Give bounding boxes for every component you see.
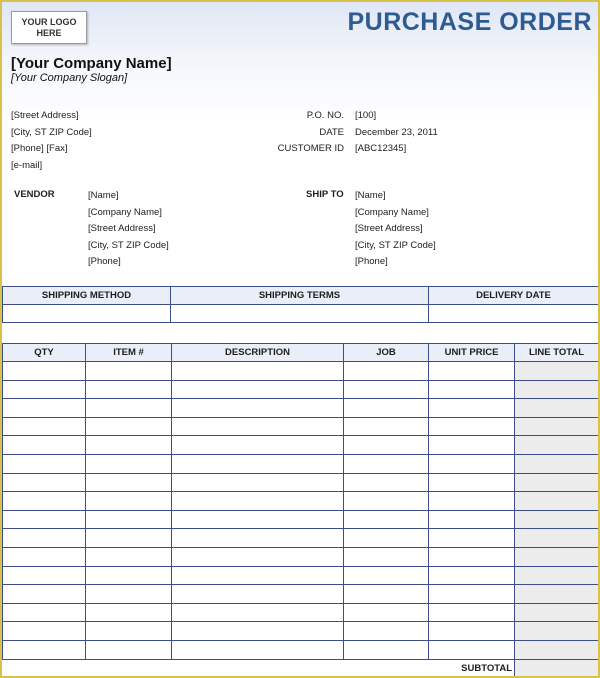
item-number-cell[interactable] (86, 529, 172, 548)
job-cell[interactable] (344, 603, 429, 622)
description-cell[interactable] (172, 603, 344, 622)
job-cell[interactable] (344, 585, 429, 604)
job-cell[interactable] (344, 547, 429, 566)
job-cell[interactable] (344, 640, 429, 659)
qty-header: QTY (3, 344, 86, 362)
item-number-cell[interactable] (86, 380, 172, 399)
qty-cell[interactable] (3, 640, 86, 659)
unit-price-cell[interactable] (429, 399, 515, 418)
job-cell[interactable] (344, 399, 429, 418)
item-number-cell[interactable] (86, 640, 172, 659)
shipping-header-row (3, 287, 599, 305)
po-number-label: P.O. NO. (306, 110, 344, 121)
company-street[interactable]: [Street Address] (11, 110, 79, 121)
line-total-cell[interactable] (515, 640, 599, 659)
table-row (3, 603, 599, 622)
table-row (3, 417, 599, 436)
vendor-street[interactable]: [Street Address] (88, 223, 156, 235)
qty-cell[interactable] (3, 417, 86, 436)
description-cell[interactable] (172, 399, 344, 418)
item-number-cell[interactable] (86, 603, 172, 622)
qty-cell[interactable] (3, 585, 86, 604)
table-row (3, 547, 599, 566)
shipping-method-cell[interactable] (3, 305, 171, 323)
description-cell[interactable] (172, 529, 344, 548)
line-total-cell[interactable] (515, 622, 599, 641)
description-cell[interactable] (172, 510, 344, 529)
item-number-cell[interactable] (86, 399, 172, 418)
company-city-state-zip[interactable]: [City, ST ZIP Code] (11, 126, 92, 138)
company-slogan[interactable]: [Your Company Slogan] (11, 72, 128, 84)
logo-placeholder (11, 11, 87, 44)
item-number-cell[interactable] (86, 510, 172, 529)
item-number-cell[interactable] (86, 566, 172, 585)
description-cell[interactable] (172, 640, 344, 659)
item-number-header: ITEM # (86, 344, 172, 362)
description-cell[interactable] (172, 547, 344, 566)
unit-price-cell[interactable] (429, 622, 515, 641)
line-total-cell[interactable] (515, 417, 599, 436)
line-total-header: LINE TOTAL (515, 344, 599, 362)
line-total-cell[interactable] (515, 473, 599, 492)
vendor-city-state-zip[interactable]: [City, ST ZIP Code] (88, 239, 169, 251)
items-header-row (3, 344, 599, 362)
job-cell[interactable] (344, 622, 429, 641)
job-cell[interactable] (344, 454, 429, 473)
table-row (3, 454, 599, 473)
description-cell[interactable] (172, 585, 344, 604)
description-cell[interactable] (172, 473, 344, 492)
company-name[interactable]: [Your Company Name] (11, 55, 172, 72)
po-meta-values (355, 108, 438, 158)
qty-cell[interactable] (3, 492, 86, 511)
table-row (3, 399, 599, 418)
customer-id-value[interactable]: [ABC12345] (355, 143, 407, 154)
item-number-cell[interactable] (86, 547, 172, 566)
qty-cell[interactable] (3, 566, 86, 585)
delivery-date-cell[interactable] (429, 305, 599, 323)
document-title: PURCHASE ORDER (347, 8, 592, 36)
job-cell[interactable] (344, 492, 429, 511)
table-row (3, 510, 599, 529)
description-cell[interactable] (172, 566, 344, 585)
line-items-table (2, 343, 599, 678)
qty-cell[interactable] (3, 436, 86, 455)
description-cell[interactable] (172, 436, 344, 455)
item-number-cell[interactable] (86, 473, 172, 492)
item-number-cell[interactable] (86, 436, 172, 455)
shipping-terms-header: SHIPPING TERMS (171, 287, 429, 305)
description-cell[interactable] (172, 492, 344, 511)
line-total-cell[interactable] (515, 380, 599, 399)
unit-price-cell[interactable] (429, 529, 515, 548)
vendor-company[interactable]: [Company Name] (88, 206, 162, 218)
unit-price-cell[interactable] (429, 510, 515, 529)
unit-price-cell[interactable] (429, 492, 515, 511)
unit-price-cell[interactable] (429, 380, 515, 399)
vendor-block (88, 188, 169, 271)
ship-to-street[interactable]: [Street Address] (355, 223, 423, 235)
qty-cell[interactable] (3, 473, 86, 492)
qty-cell[interactable] (3, 380, 86, 399)
item-number-cell[interactable] (86, 454, 172, 473)
qty-cell[interactable] (3, 399, 86, 418)
line-total-cell[interactable] (515, 566, 599, 585)
table-row (3, 436, 599, 455)
shipping-terms-cell[interactable] (171, 305, 429, 323)
ship-to-name[interactable]: [Name] (355, 190, 386, 201)
ship-to-city-state-zip[interactable]: [City, ST ZIP Code] (355, 239, 436, 251)
vendor-name[interactable]: [Name] (88, 190, 119, 201)
item-number-cell[interactable] (86, 622, 172, 641)
line-total-cell[interactable] (515, 603, 599, 622)
logo-line-2: HERE (36, 27, 62, 38)
unit-price-cell[interactable] (429, 417, 515, 436)
item-number-cell[interactable] (86, 585, 172, 604)
unit-price-cell[interactable] (429, 436, 515, 455)
qty-cell[interactable] (3, 622, 86, 641)
subtotal-label: SUBTOTAL (461, 663, 512, 675)
table-row (3, 492, 599, 511)
table-row (3, 585, 599, 604)
line-total-cell[interactable] (515, 362, 599, 381)
line-total-cell[interactable] (515, 454, 599, 473)
job-cell[interactable] (344, 566, 429, 585)
table-row (3, 380, 599, 399)
line-total-cell[interactable] (515, 510, 599, 529)
unit-price-cell[interactable] (429, 362, 515, 381)
table-row (3, 473, 599, 492)
logo-line-1: YOUR LOGO (21, 16, 77, 27)
shipping-value-row (3, 305, 599, 323)
subtotal-row (3, 659, 599, 678)
unit-price-cell[interactable] (429, 566, 515, 585)
ship-to-phone[interactable]: [Phone] (355, 256, 388, 268)
line-total-cell[interactable] (515, 436, 599, 455)
company-address-block (11, 108, 92, 174)
table-row (3, 529, 599, 548)
company-phone-fax[interactable]: [Phone] [Fax] (11, 143, 68, 154)
po-meta-labels (274, 108, 344, 158)
items-body (3, 362, 599, 678)
job-cell[interactable] (344, 510, 429, 529)
job-cell[interactable] (344, 436, 429, 455)
line-total-cell[interactable] (515, 399, 599, 418)
description-cell[interactable] (172, 622, 344, 641)
job-cell[interactable] (344, 473, 429, 492)
unit-price-cell[interactable] (429, 547, 515, 566)
table-row (3, 566, 599, 585)
line-total-cell[interactable] (515, 529, 599, 548)
subtotal-value-cell[interactable] (515, 659, 599, 678)
unit-price-cell[interactable] (429, 454, 515, 473)
line-total-cell[interactable] (515, 547, 599, 566)
company-email[interactable]: [e-mail] (11, 159, 43, 171)
date-label: DATE (319, 126, 344, 138)
customer-id-label: CUSTOMER ID (277, 143, 344, 154)
item-number-cell[interactable] (86, 362, 172, 381)
item-number-cell[interactable] (86, 492, 172, 511)
description-cell[interactable] (172, 380, 344, 399)
ship-to-company[interactable]: [Company Name] (355, 206, 429, 218)
description-cell[interactable] (172, 454, 344, 473)
unit-price-cell[interactable] (429, 473, 515, 492)
unit-price-cell[interactable] (429, 640, 515, 659)
unit-price-cell[interactable] (429, 585, 515, 604)
qty-cell[interactable] (3, 603, 86, 622)
shipping-table (2, 286, 599, 323)
qty-cell[interactable] (3, 510, 86, 529)
ship-to-block (355, 188, 436, 271)
table-row (3, 640, 599, 659)
line-total-cell[interactable] (515, 585, 599, 604)
qty-cell[interactable] (3, 529, 86, 548)
description-header: DESCRIPTION (172, 344, 344, 362)
job-header: JOB (344, 344, 429, 362)
qty-cell[interactable] (3, 547, 86, 566)
qty-cell[interactable] (3, 362, 86, 381)
job-cell[interactable] (344, 380, 429, 399)
table-row (3, 362, 599, 381)
po-number-value[interactable]: [100] (355, 110, 377, 121)
line-total-cell[interactable] (515, 492, 599, 511)
shipping-method-header: SHIPPING METHOD (3, 287, 171, 305)
qty-cell[interactable] (3, 454, 86, 473)
vendor-phone[interactable]: [Phone] (88, 256, 121, 268)
delivery-date-header: DELIVERY DATE (429, 287, 599, 305)
date-value[interactable]: December 23, 2011 (355, 126, 438, 138)
description-cell[interactable] (172, 362, 344, 381)
description-cell[interactable] (172, 417, 344, 436)
table-row (3, 622, 599, 641)
ship-to-label: SHIP TO (306, 189, 344, 200)
subtotal-spacer (3, 659, 429, 678)
item-number-cell[interactable] (86, 417, 172, 436)
job-cell[interactable] (344, 362, 429, 381)
unit-price-cell[interactable] (429, 603, 515, 622)
unit-price-header: UNIT PRICE (429, 344, 515, 362)
job-cell[interactable] (344, 529, 429, 548)
vendor-label: VENDOR (14, 189, 55, 200)
job-cell[interactable] (344, 417, 429, 436)
